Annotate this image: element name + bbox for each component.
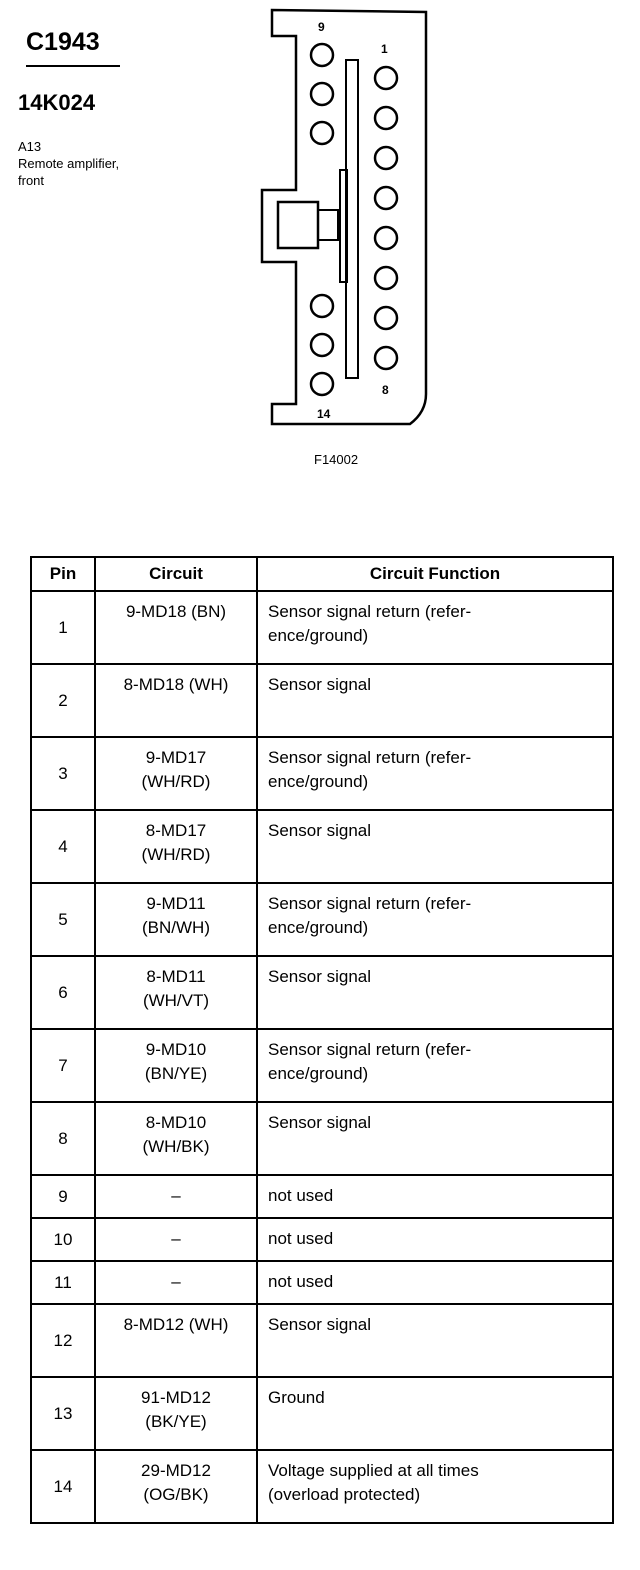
table-row — [31, 1175, 613, 1218]
function-cell: Sensor signal — [257, 956, 613, 1029]
pin-cell: 13 — [31, 1377, 95, 1450]
pin-cell: 6 — [31, 956, 95, 1029]
pin-cell: 5 — [31, 883, 95, 956]
circuit-cell: 8-MD17 (WH/RD) — [95, 810, 257, 883]
header-circuit: Circuit — [95, 557, 257, 591]
part-number: 14K024 — [18, 90, 96, 115]
table-row — [31, 1261, 613, 1304]
circuit-cell: 91-MD12 (BK/YE) — [95, 1377, 257, 1450]
table-header-row — [31, 557, 613, 591]
circuit-cell: 8-MD11 (WH/VT) — [95, 956, 257, 1029]
pin-cell: 11 — [31, 1261, 95, 1304]
circuit-cell: – — [95, 1218, 257, 1261]
pin-label-bottom-right: 8 — [382, 383, 389, 397]
circuit-cell: 8-MD10 (WH/BK) — [95, 1102, 257, 1175]
circuit-cell: 9-MD11 (BN/WH) — [95, 883, 257, 956]
pin-cell: 8 — [31, 1102, 95, 1175]
table-row — [31, 591, 613, 664]
pin-cell: 14 — [31, 1450, 95, 1523]
header-circuit-function: Circuit Function — [257, 557, 613, 591]
pin-cavity — [375, 307, 397, 329]
pin-cell: 9 — [31, 1175, 95, 1218]
function-cell: not used — [257, 1175, 613, 1218]
table-body — [31, 591, 613, 1523]
table-row — [31, 1029, 613, 1102]
pin-label-top-left: 9 — [318, 20, 325, 34]
function-cell: Sensor signal — [257, 1102, 613, 1175]
table-row — [31, 1377, 613, 1450]
pin-cell: 1 — [31, 591, 95, 664]
pin-cavity — [311, 83, 333, 105]
function-cell: Sensor signal return (refer- ence/ground) — [257, 1029, 613, 1102]
pin-cell: 3 — [31, 737, 95, 810]
pin-cavity — [375, 267, 397, 289]
connector-diagram — [260, 0, 440, 440]
function-cell: Sensor signal — [257, 664, 613, 737]
pinout-table — [30, 556, 614, 1524]
table-row — [31, 1218, 613, 1261]
function-cell: Sensor signal — [257, 810, 613, 883]
pin-cavity — [311, 44, 333, 66]
connector-title: C1943 — [26, 28, 100, 56]
circuit-cell: 9-MD10 (BN/YE) — [95, 1029, 257, 1102]
table-row — [31, 810, 613, 883]
header-pin: Pin — [31, 557, 95, 591]
circuit-cell: 9-MD17 (WH/RD) — [95, 737, 257, 810]
circuit-cell: – — [95, 1261, 257, 1304]
connector-housing — [262, 10, 426, 424]
table-row — [31, 956, 613, 1029]
pin-label-bottom-left: 14 — [317, 407, 331, 421]
circuit-cell: 8-MD12 (WH) — [95, 1304, 257, 1377]
function-cell: Sensor signal return (refer- ence/ground) — [257, 737, 613, 810]
function-cell: Voltage supplied at all times (overload protected) — [257, 1450, 613, 1523]
table-row — [31, 1450, 613, 1523]
title-underline — [26, 65, 120, 67]
connector-latch — [278, 202, 318, 248]
pin-cavity — [311, 122, 333, 144]
pin-cavity — [375, 347, 397, 369]
pin-cavity — [375, 187, 397, 209]
circuit-cell: 8-MD18 (WH) — [95, 664, 257, 737]
pin-cavity — [311, 373, 333, 395]
circuit-cell: – — [95, 1175, 257, 1218]
table-row — [31, 737, 613, 810]
pin-cell: 7 — [31, 1029, 95, 1102]
connector-description: A13 Remote amplifier, front — [18, 139, 120, 188]
function-cell: Ground — [257, 1377, 613, 1450]
circuit-cell: 29-MD12 (OG/BK) — [95, 1450, 257, 1523]
pin-label-top-right: 1 — [381, 42, 388, 56]
table-row — [31, 664, 613, 737]
function-cell: Sensor signal return (refer- ence/ground) — [257, 591, 613, 664]
pin-cavity — [311, 334, 333, 356]
pin-cavity — [375, 227, 397, 249]
table-row — [31, 1304, 613, 1377]
function-cell: Sensor signal return (refer- ence/ground) — [257, 883, 613, 956]
circuit-cell: 9-MD18 (BN) — [95, 591, 257, 664]
figure-id: F14002 — [314, 452, 359, 467]
pin-cell: 10 — [31, 1218, 95, 1261]
function-cell: not used — [257, 1218, 613, 1261]
pin-cavity — [375, 147, 397, 169]
function-cell: not used — [257, 1261, 613, 1304]
function-cell: Sensor signal — [257, 1304, 613, 1377]
pin-cell: 12 — [31, 1304, 95, 1377]
pin-cell: 2 — [31, 664, 95, 737]
pin-cavity — [375, 67, 397, 89]
pin-cavity — [311, 295, 333, 317]
table-row — [31, 883, 613, 956]
table-row — [31, 1102, 613, 1175]
pin-cell: 4 — [31, 810, 95, 883]
pin-cavity — [375, 107, 397, 129]
